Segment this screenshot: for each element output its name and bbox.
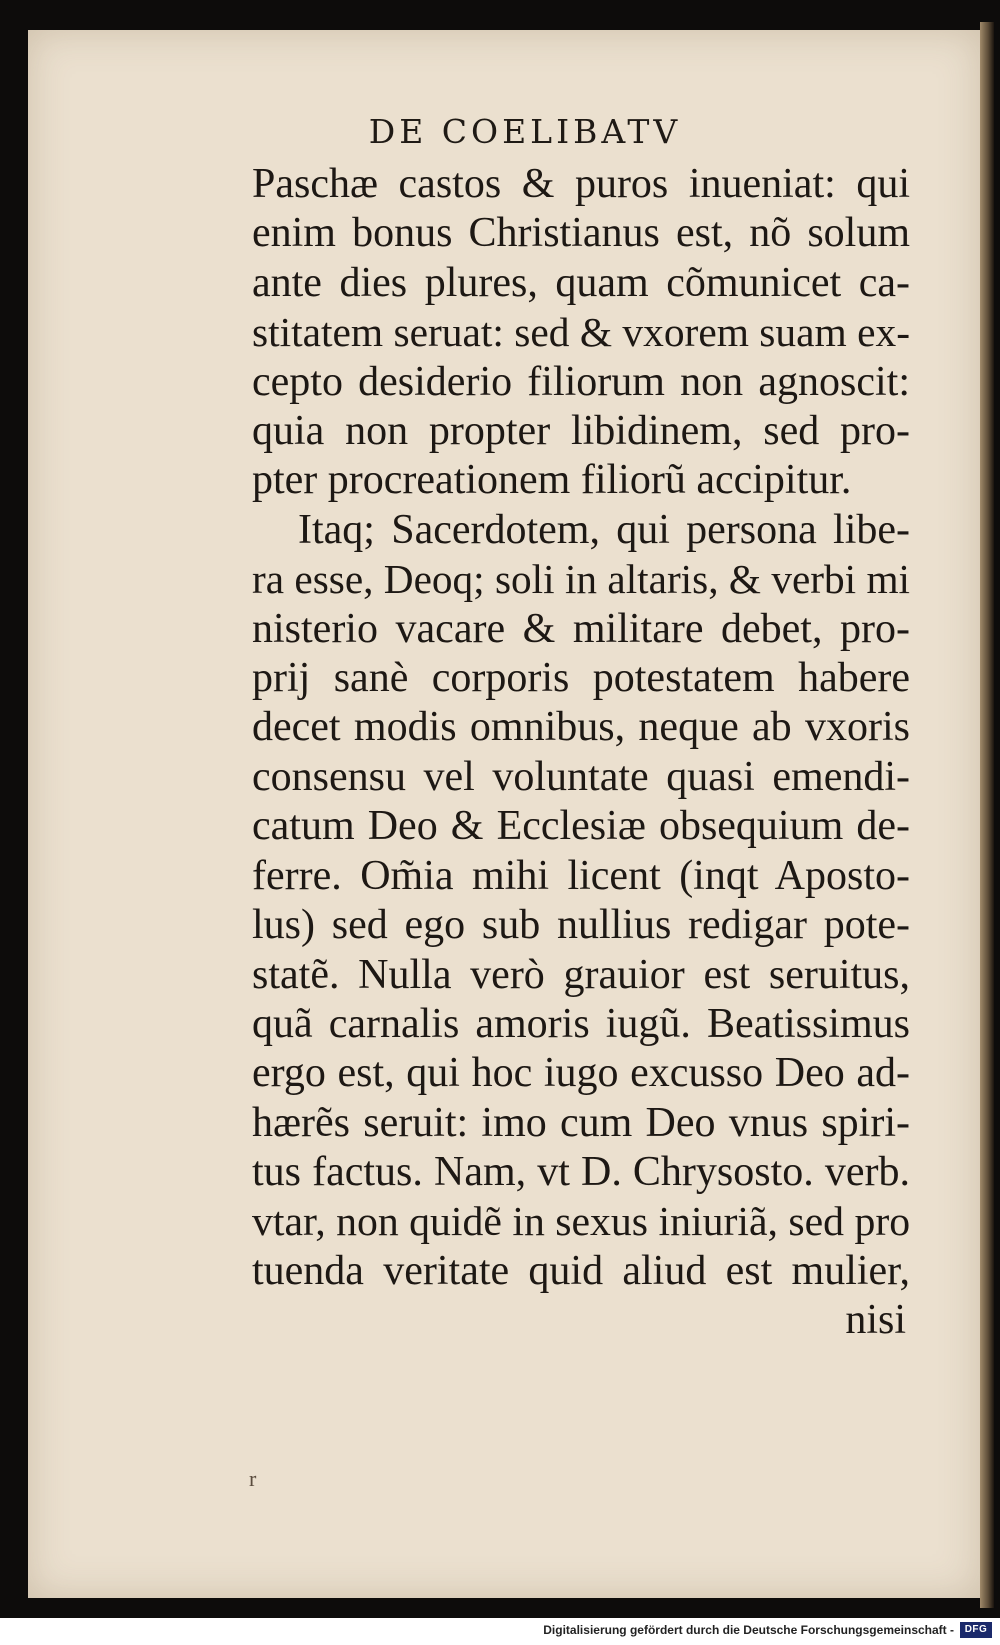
text-line: enim bonus Christianus est, nõ solum <box>252 210 910 257</box>
text-line: nisterio vacare & militare debet, pro- <box>252 605 910 652</box>
catchword: nisi <box>845 1297 906 1344</box>
text-line: catum Deo & Ecclesiæ obsequium de- <box>252 803 910 850</box>
text-line: ra esse, Deoq; soli in altaris, & verbi mi <box>252 556 910 603</box>
text-line: Paschæ castos & puros inueniat: qui <box>252 161 910 207</box>
text-line: Itaq; Sacerdotem, qui persona libe- <box>298 506 910 553</box>
text-line: prij sanè corporis potestatem habere <box>252 655 910 702</box>
text-line: statẽ. Nulla verò grauior est seruitus, <box>252 951 910 998</box>
text-line: cepto desiderio filiorum non agnoscit: <box>252 358 910 405</box>
footer-bar <box>0 1618 1000 1645</box>
text-line: hærẽs seruit: imo cum Deo vnus spiri- <box>252 1099 910 1146</box>
text-block <box>252 160 910 1346</box>
text-line: ante dies plures, quam cõmunicet ca- <box>252 259 910 306</box>
text-line: ergo est, qui hoc iugo excusso Deo ad- <box>252 1050 910 1097</box>
book-edge <box>980 22 994 1608</box>
dfg-logo: DFG <box>960 1622 992 1638</box>
text-line: quia non propter libidinem, sed pro- <box>252 408 910 455</box>
text-line: vtar, non quidẽ in sexus iniuriã, sed pro <box>252 1198 911 1245</box>
text-line: consensu vel voluntate quasi emendi- <box>252 753 910 800</box>
text-line: decet modis omnibus, neque ab vxoris <box>252 704 910 751</box>
text-line: pter procreationem filiorũ accipitur. <box>252 457 852 504</box>
text-line: ferre. Om̃ia mihi licent (inqt Aposto- <box>252 852 910 899</box>
text-line: tus factus. Nam, vt D. Chrysosto. verb. <box>252 1149 910 1196</box>
running-head: DE COELIBATV <box>368 112 682 151</box>
text-line: stitatem seruat: sed & vxorem suam ex- <box>252 309 910 356</box>
text-line: lus) sed ego sub nullius redigar pote- <box>252 902 910 949</box>
funding-credit: Digitalisierung gefördert durch die Deutsche Forschungsgemeinschaft - <box>543 1623 954 1637</box>
text-line: quã carnalis amoris iugũ. Beatissimus <box>252 1000 910 1047</box>
marginal-mark: r <box>249 1466 257 1491</box>
text-line: tuenda veritate quid aliud est mulier, <box>252 1247 910 1294</box>
